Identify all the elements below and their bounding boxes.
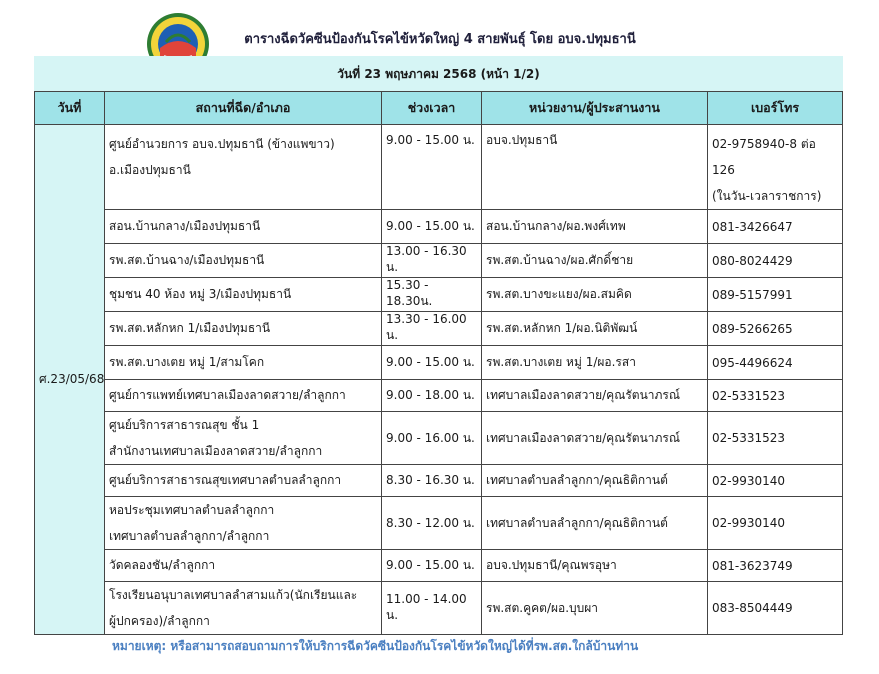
agency-cell: รพ.สต.คูคต/ผอ.บุบผา <box>482 582 708 635</box>
table-row <box>35 582 843 635</box>
place-cell: ศูนย์บริการสาธารณสุข ชั้น 1 สำนักงานเทศบาลเมืองลาดสวาย/ลำลูกกา <box>105 412 382 465</box>
agency-cell: อบจ.ปทุมธานี <box>482 125 708 210</box>
place-cell: วัดคลองชัน/ลำลูกกา <box>105 550 382 582</box>
table-row <box>35 412 843 465</box>
col-header-agency: หน่วยงาน/ผู้ประสานงาน <box>482 92 708 125</box>
phone-cell: 095-4496624 <box>708 346 843 380</box>
table-row <box>35 497 843 550</box>
col-header-place: สถานที่ฉีด/อำเภอ <box>105 92 382 125</box>
table-body <box>35 125 843 635</box>
header-row <box>35 92 843 125</box>
phone-cell: 02-9930140 <box>708 497 843 550</box>
agency-cell: เทศบาลตำบลลำลูกกา/คุณธิติกานต์ <box>482 497 708 550</box>
agency-cell: เทศบาลตำบลลำลูกกา/คุณธิติกานต์ <box>482 465 708 497</box>
table-row <box>35 550 843 582</box>
place-cell: รพ.สต.บ้านฉาง/เมืองปทุมธานี <box>105 244 382 278</box>
col-header-day: วันที่ <box>35 92 105 125</box>
date-row <box>35 57 843 92</box>
phone-cell: 081-3426647 <box>708 210 843 244</box>
time-cell: 9.00 - 18.00 น. <box>382 380 482 412</box>
phone-cell: 081-3623749 <box>708 550 843 582</box>
phone-cell: 02-5331523 <box>708 412 843 465</box>
table-row <box>35 380 843 412</box>
place-cell: รพ.สต.หลักหก 1/เมืองปทุมธานี <box>105 312 382 346</box>
place-cell: ศูนย์อำนวยการ อบจ.ปทุมธานี (ข้างแพขาว) อ.เมืองปทุมธานี <box>105 125 382 210</box>
table-row <box>35 278 843 312</box>
place-cell: โรงเรียนอนุบาลเทศบาลลำสามแก้ว(นักเรียนและ ผู้ปกครอง)/ลำลูกกา <box>105 582 382 635</box>
date-line: วันที่ 23 พฤษภาคม 2568 (หน้า 1/2) <box>35 57 843 92</box>
time-cell: 8.30 - 16.30 น. <box>382 465 482 497</box>
agency-cell: รพ.สต.บ้านฉาง/ผอ.ศักดิ์ชาย <box>482 244 708 278</box>
time-cell: 15.30 - 18.30น. <box>382 278 482 312</box>
day-cell: ศ.23/05/68 <box>35 125 105 635</box>
table-row <box>35 244 843 278</box>
time-cell: 11.00 - 14.00 น. <box>382 582 482 635</box>
phone-cell: 02-9930140 <box>708 465 843 497</box>
agency-cell: เทศบาลเมืองลาดสวาย/คุณรัตนาภรณ์ <box>482 412 708 465</box>
phone-cell: 083-8504449 <box>708 582 843 635</box>
time-cell: 8.30 - 12.00 น. <box>382 497 482 550</box>
phone-cell: 080-8024429 <box>708 244 843 278</box>
phone-cell: 02-5331523 <box>708 380 843 412</box>
agency-cell: อบจ.ปทุมธานี/คุณพรอุษา <box>482 550 708 582</box>
agency-cell: รพ.สต.หลักหก 1/ผอ.นิติพัฒน์ <box>482 312 708 346</box>
place-cell: รพ.สต.บางเตย หมู่ 1/สามโคก <box>105 346 382 380</box>
place-cell: ศูนย์บริการสาธารณสุขเทศบาลตำบลลำลูกกา <box>105 465 382 497</box>
page-title: ตารางฉีดวัคซีนป้องกันโรคไข้หวัดใหญ่ 4 สายพันธุ์ โดย อบจ.ปทุมธานี <box>244 32 636 47</box>
table-row <box>35 346 843 380</box>
col-header-phone: เบอร์โทร <box>708 92 843 125</box>
agency-cell: สอน.บ้านกลาง/ผอ.พงศ์เทพ <box>482 210 708 244</box>
table-row <box>35 125 843 210</box>
time-cell: 13.00 - 16.30 น. <box>382 244 482 278</box>
phone-cell: 02-9758940-8 ต่อ 126 (ในวัน-เวลาราชการ) <box>708 125 843 210</box>
time-cell: 9.00 - 15.00 น. <box>382 125 482 210</box>
vaccination-schedule-table <box>34 56 843 635</box>
agency-cell: รพ.สต.บางขะแยง/ผอ.สมคิด <box>482 278 708 312</box>
table-row <box>35 312 843 346</box>
time-cell: 13.30 - 16.00 น. <box>382 312 482 346</box>
time-cell: 9.00 - 15.00 น. <box>382 550 482 582</box>
agency-cell: เทศบาลเมืองลาดสวาย/คุณรัตนาภรณ์ <box>482 380 708 412</box>
col-header-time: ช่วงเวลา <box>382 92 482 125</box>
agency-cell: รพ.สต.บางเตย หมู่ 1/ผอ.รสา <box>482 346 708 380</box>
table-row <box>35 210 843 244</box>
phone-cell: 089-5266265 <box>708 312 843 346</box>
footnote: หมายเหตุ: หรือสามารถสอบถามการให้บริการฉีดวัคซีนป้องกันโรคไข้หวัดใหญ่ได้ที่รพ.สต.ใกล้บ้านท่าน <box>112 639 639 653</box>
place-cell: ชุมชน 40 ห้อง หมู่ 3/เมืองปทุมธานี <box>105 278 382 312</box>
place-cell: ศูนย์การแพทย์เทศบาลเมืองลาดสวาย/ลำลูกกา <box>105 380 382 412</box>
time-cell: 9.00 - 15.00 น. <box>382 346 482 380</box>
time-cell: 9.00 - 15.00 น. <box>382 210 482 244</box>
phone-cell: 089-5157991 <box>708 278 843 312</box>
place-cell: สอน.บ้านกลาง/เมืองปทุมธานี <box>105 210 382 244</box>
place-cell: หอประชุมเทศบาลตำบลลำลูกกา เทศบาลตำบลลำลูกกา/ลำลูกกา <box>105 497 382 550</box>
table-row <box>35 465 843 497</box>
time-cell: 9.00 - 16.00 น. <box>382 412 482 465</box>
